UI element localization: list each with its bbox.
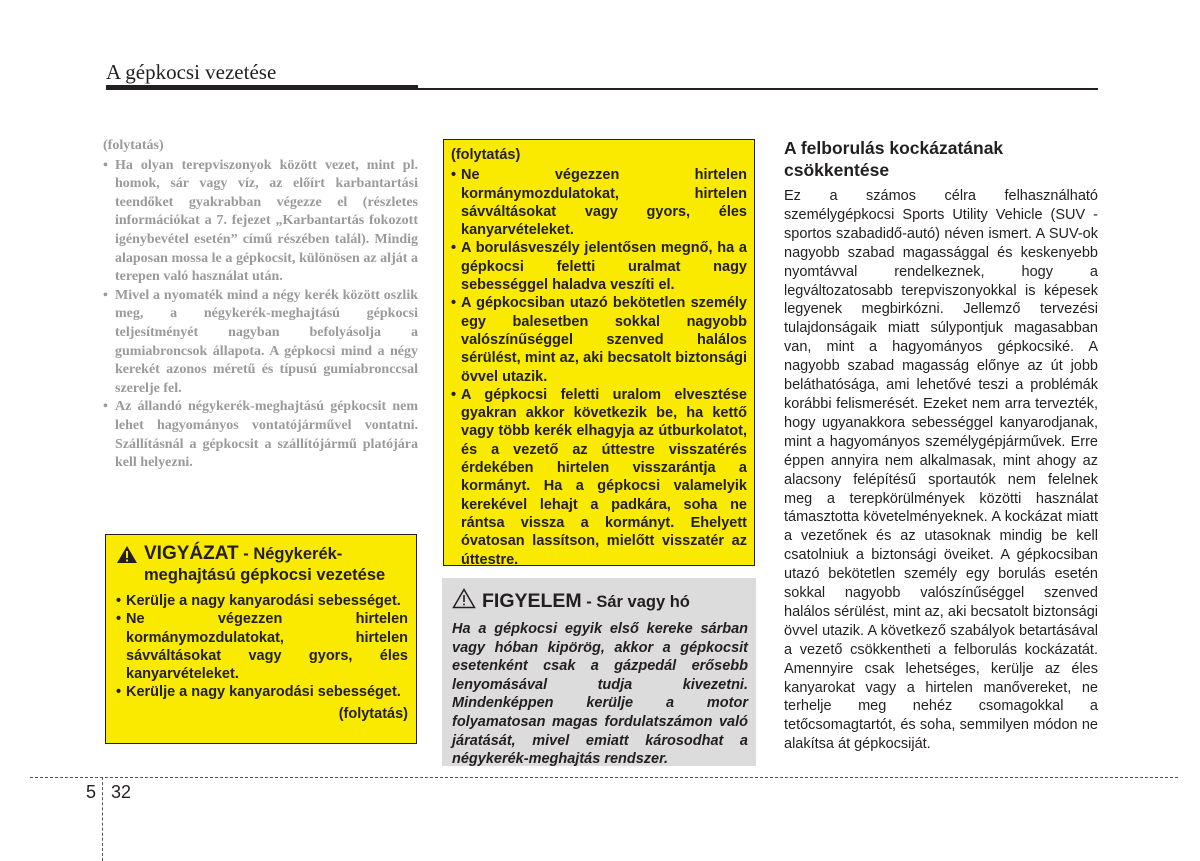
left-bullet-list (103, 157, 418, 473)
page-header-title: A gépkocsi vezetése (106, 60, 277, 84)
caution-label: VIGYÁZAT (144, 543, 239, 564)
section-number: 5 (86, 782, 97, 802)
left-column (103, 137, 418, 473)
notice-body: Ha a gépkocsi egyik első kereke sárban vagy hóban kipörög, akkor a gépkocsit esetenként csak a gázpedál erősebb lenyomásával tudja kivezetni. Mindenképpen kerülje a motor folyamatosan magas fordulatszámon való járatását, mivel emiatt károsodhat a négykerék-meghajtás rendszer. (452, 621, 748, 768)
caution-continued-label: (folytatás) (338, 705, 408, 722)
list-item: • Ne végezzen hirtelen kormánymozdulatokat, hirtelen sávváltásokat vagy gyors, éles kanyarvételeket. (451, 166, 747, 239)
page-number: 32 (111, 782, 132, 802)
list-item: • Az állandó négykerék-meghajtású gépkocsit nem lehet hagyományos vontatójárművel vontatni. Szállításnál a gépkocsit a szállítójármű platójára kell helyezni. (103, 398, 418, 472)
notice-box (442, 578, 756, 766)
caution-box (105, 534, 417, 744)
caution-title (116, 543, 408, 586)
left-continued-label: (folytatás) (103, 138, 164, 153)
header-rule-thin (418, 88, 1098, 90)
list-item: • Ne végezzen hirtelen kormánymozdulatokat, hirtelen sávváltásokat vagy gyors, éles kanyarvételeket. (116, 610, 408, 683)
warning-outline-icon (452, 588, 482, 614)
notice-label: FIGYELEM (482, 589, 582, 612)
right-column (784, 137, 1098, 754)
header-rule-thick (106, 85, 418, 90)
caution-subtitle: - Négykerék-meghajtású gépkocsi vezetése (144, 545, 386, 584)
list-item: • A gépkocsi feletti uralom elvesztése gyakran akkor következik be, ha kettő vagy több kerék elhagyja az útburkolatot, és a vezető az úttestre visszatérés érdekében hirtelen visszarántja a kormányt. Ha a gépkocsi valamelyik kerekével lehajt a padkára, soha ne rántsa vissza a kormányt. Ehelyett óvatosan lassítson, mielőtt visszatér az úttestre. (451, 386, 747, 569)
section-heading: A felborulás kockázatának csökkentése (784, 138, 1004, 180)
mid-caution-list (451, 166, 747, 569)
section-body: Ez a számos célra felhasználható személygépkocsi Sports Utility Vehicle (SUV - sportos szabadidő-autó) néven ismert. A SUV-ok nagyobb szabad magassággal és keskenyebb nyomtávval rendelkeznek, hogy a legváltozatosabb terepviszonyokkal is képesek legyenek megbirkózni. Jellemző tervezési tulajdonságaik miatt súlypontjuk magasabban van, mint a hagyományos gépkocsiké. A nagyobb szabad magasság előnye az út jobb beláthatósága, ami lehetővé teszi a problémák korábbi felismerését. Ezeket nem arra tervezték, hogy ugyanakkora sebességgel kanyarodjanak, mint a hagyományos személygépjárművek. Erre éppen annyira nem alkalmasak, mint ahogy az alacsony felépítésű sportautók nem felelnek meg a terepkörülmények közötti használat támasztotta követelményeknek. A kockázat miatt a vezetőnek és az utasoknak mindig be kell csatolniuk a biztonsági öveiket. A gépkocsiban utazó bekötetlen személy egy borulás esetén sokkal nagyobb valószínűséggel szenved halálos sérülést, mint az, aki becsatolt biztonsági övvel utazik. A következő szabályok betartásával a vezető csökkentheti a felborulás kockázatát. Amennyire csak lehetséges, kerülje az éles kanyarokat vagy a hirtelen manővereket, ne terhelje meg nehéz csomagokkal a tetőcsomagtartót, és soha, semmilyen módon ne alakítsa át gépkocsiját. (784, 188, 1098, 753)
footer-divider (30, 777, 1178, 778)
list-item: • A gépkocsiban utazó bekötetlen személy egy balesetben sokkal nagyobb valószínűséggel szenved halálos sérülést, mint az, aki becsatolt biztonsági övvel utazik. (451, 294, 747, 385)
list-item: • Kerülje a nagy kanyarodási sebességet. (116, 683, 408, 701)
mid-continued-label: (folytatás) (451, 147, 521, 163)
list-item: • A borulásveszély jelentősen megnő, ha a gépkocsi feletti uralmat nagy sebességgel haladva veszíti el. (451, 239, 747, 294)
list-item: • Kerülje a nagy kanyarodási sebességet. (116, 592, 408, 610)
list-item: • Ha olyan terepviszonyok között vezet, mint pl. homok, sár vagy víz, az előírt karbantartási teendőket gyakrabban végezze el (részletes információkat a 7. fejezet „Karbantartás fokozott igénybevétel esetén” című részében talál). Mindig alaposan mossa le a gépkocsit, különösen az alját a terepen való használat után. (103, 157, 418, 287)
notice-subtitle: - Sár vagy hó (581, 592, 690, 611)
warning-triangle-icon (116, 545, 144, 570)
notice-title (452, 588, 748, 614)
list-item: • Mivel a nyomaték mind a négy kerék között oszlik meg, a négykerék-meghajtású gépkocsi teljesítményét nagyban befolyásolja a gumiabroncsok állapota. A gépkocsi mind a négy kerekét azonos méretű és típusú gumiabronccsal szerelje fel. (103, 287, 418, 399)
caution-continued-box (443, 139, 755, 566)
footer-vertical-divider (102, 777, 103, 861)
caution-list (116, 592, 408, 702)
